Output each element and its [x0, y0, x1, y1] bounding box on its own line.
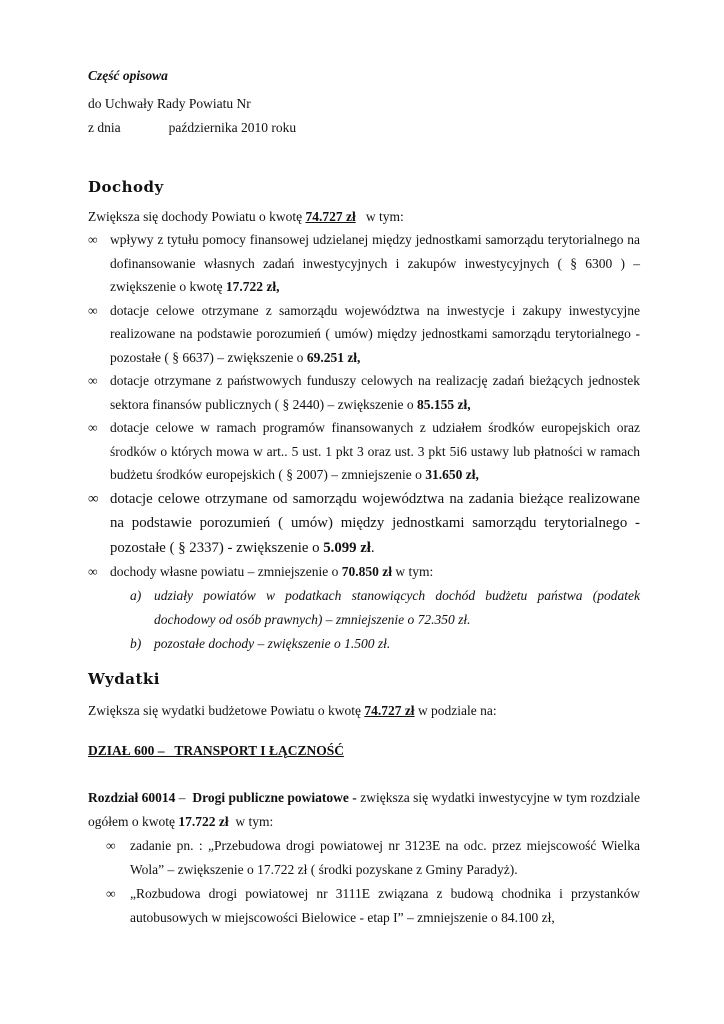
- item-amount: 85.155 zł,: [417, 396, 471, 412]
- item-text: dotacje celowe w ramach programów finansowanych z udziałem środków europejskich oraz środków o których mowa w art.. 5 ust. 1 pkt 3 oraz ust. 3 pkt 5i6 ustawy lub płatności w ramach budżetu środków europejskich ( § 2007) – zmniejszenie o: [110, 420, 640, 482]
- item-tail: w tym:: [391, 564, 434, 579]
- infinity-bullet-icon: ∞: [106, 885, 116, 901]
- infinity-bullet-icon: ∞: [88, 420, 98, 435]
- dochody-sublist: [88, 584, 640, 656]
- dochody-list: [88, 228, 640, 584]
- rozdzial-paragraph: [88, 786, 640, 834]
- item-amount: 5.099 zł: [323, 539, 371, 556]
- sub-item-text: pozostałe dochody – zwiększenie o 1.500 zł.: [154, 635, 391, 651]
- infinity-bullet-icon: ∞: [88, 373, 98, 388]
- item-text: wpływy z tytułu pomocy finansowej udzielanej między jednostkami samorządu terytorialnego na dofinansowanie własnych zadań inwestycyjnych i zakupów inwestycyjnych ( § 6300 ) – zwiększenie o kwotę: [110, 232, 640, 294]
- dochody-intro-text: Zwiększa się dochody Powiatu o kwotę: [88, 209, 306, 224]
- list-item: [88, 416, 640, 487]
- item-amount: 17.722 zł,: [225, 279, 280, 294]
- infinity-bullet-icon: ∞: [88, 302, 98, 318]
- list-item: [106, 834, 640, 882]
- document-title: Część opisowa: [88, 68, 168, 83]
- sub-item-label: b): [130, 635, 142, 651]
- sub-item-label: a): [130, 587, 142, 603]
- item-text: dotacje otrzymane z państwowych funduszy celowych na realizację zadań bieżących jednostek sektora finansów publicznych ( § 2440) – zwiększenie o: [110, 373, 640, 412]
- dochody-intro-amount: 74.727 zł: [305, 209, 356, 224]
- section-heading-dochody: Dochody: [88, 178, 164, 196]
- rozdzial-dash: –: [175, 789, 193, 805]
- item-text: dotacje celowe otrzymane od samorządu województwa na zadania bieżące realizowane na podstawie porozumień ( umów) między jednostkami samorządu terytorialnego - pozostałe ( § 2337) - zwiększenie o: [110, 490, 640, 556]
- sub-list-item: [130, 584, 640, 632]
- list-item: [88, 299, 640, 370]
- infinity-bullet-icon: ∞: [88, 564, 98, 579]
- item-amount: 70.850 zł: [341, 564, 392, 579]
- item-tail: .: [370, 539, 375, 556]
- rozdzial-suffix: w tym:: [228, 813, 274, 829]
- wydatki-intro-text: Zwiększa się wydatki budżetowe Powiatu o kwotę: [88, 702, 365, 718]
- item-amount: 69.251 zł,: [306, 349, 361, 365]
- item-text: dochody własne powiatu – zmniejszenie o: [110, 564, 342, 579]
- section-heading-wydatki: Wydatki: [88, 669, 160, 688]
- sub-item-text: udziały powiatów w podatkach stanowiących dochód budżetu państwa (podatek dochodowy od osób prawnych) – zmniejszenie o 72.350 zł.: [154, 587, 640, 627]
- dochody-intro: [88, 206, 640, 228]
- infinity-bullet-icon: ∞: [106, 837, 116, 853]
- item-amount: 31.650 zł,: [425, 467, 479, 482]
- item-text: zadanie pn. : „Przebudowa drogi powiatowej nr 3123E na odc. przez miejscowość Wielka Wola” – zwiększenie o 17.722 zł ( środki pozyskane z Gminy Paradyż).: [130, 837, 640, 877]
- item-text: „Rozbudowa drogi powiatowej nr 3111E związana z budową chodnika i przystanków autobusowych w miejscowości Bielowice - etap I” – zmniejszenie o 84.100 zł,: [130, 885, 640, 925]
- date-value: października 2010 roku: [168, 120, 297, 135]
- dzial-heading: DZIAŁ 600 – TRANSPORT I ŁĄCZNOŚĆ: [88, 742, 344, 758]
- date-prefix: z dnia: [88, 120, 121, 135]
- rozdzial-name: Drogi publiczne powiatowe -: [192, 789, 357, 805]
- wydatki-intro-amount: 74.727 zł: [364, 702, 415, 718]
- list-item: [88, 228, 640, 299]
- list-item: [88, 560, 640, 584]
- rozdzial-text: zwiększa się wydatki inwestycyjne w tym rozdziale ogółem o kwotę: [88, 789, 641, 829]
- date-line: [88, 116, 640, 140]
- resolution-line: do Uchwały Rady Powiatu Nr: [88, 96, 251, 111]
- rozdzial-amount: 17.722 zł: [178, 813, 229, 829]
- list-item: [106, 882, 640, 930]
- wydatki-intro: [88, 700, 640, 722]
- infinity-bullet-icon: ∞: [88, 490, 99, 507]
- wydatki-intro-suffix: w podziale na:: [414, 702, 497, 718]
- rozdzial-number: Rozdział 60014: [88, 789, 176, 805]
- item-text: dotacje celowe otrzymane z samorządu województwa na inwestycje i zakupy inwestycyjne realizowane na podstawie porozumień ( umów) między jednostkami samorządu terytorialnego - pozostałe ( § 6637) – zwiększenie o: [110, 302, 640, 365]
- infinity-bullet-icon: ∞: [88, 232, 98, 247]
- sub-list-item: [130, 632, 640, 656]
- dochody-intro-suffix: w tym:: [355, 209, 404, 224]
- list-item: [88, 487, 640, 561]
- document-page: [88, 66, 640, 930]
- list-item: [88, 369, 640, 416]
- wydatki-list: [88, 834, 640, 930]
